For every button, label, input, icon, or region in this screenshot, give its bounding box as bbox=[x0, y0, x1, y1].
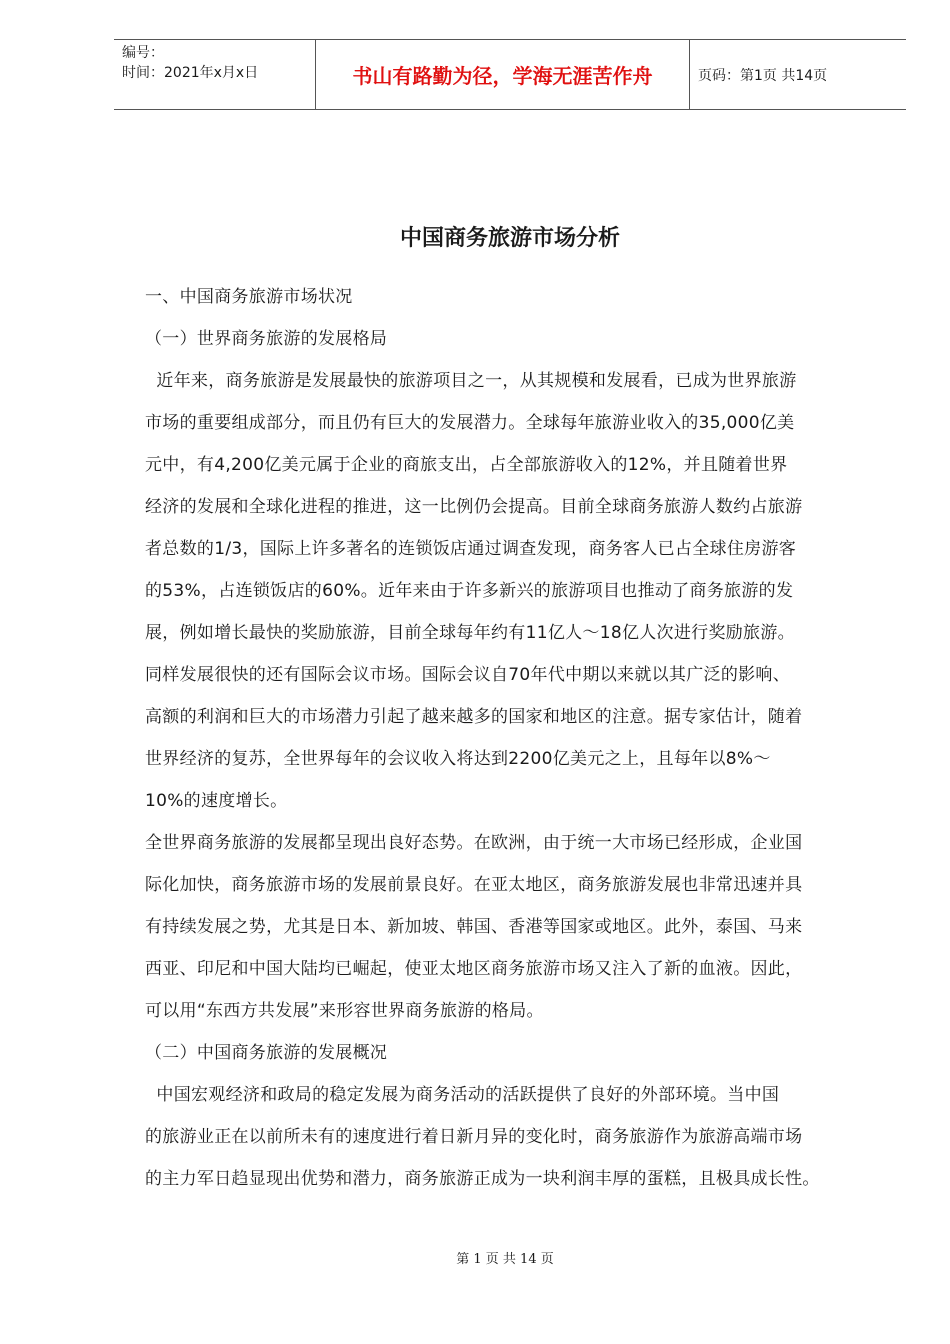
paragraph-line: 者总数的1/3，国际上许多著名的连锁饭店通过调查发现，商务客人已占全球住房游客 bbox=[145, 539, 797, 559]
document-number-label: 编号： bbox=[122, 45, 164, 61]
paragraph-line: 的旅游业正在以前所未有的速度进行着日新月异的变化时，商务旅游作为旅游高端市场 bbox=[145, 1127, 803, 1147]
header-page-info: 页码：第1页 共14页 bbox=[698, 67, 828, 84]
header-motto-cell bbox=[316, 40, 690, 109]
paragraph-line: 的53%，占连锁饭店的60%。近年来由于许多新兴的旅游项目也推动了商务旅游的发 bbox=[145, 581, 794, 601]
paragraph-line: 高额的利润和巨大的市场潜力引起了越来越多的国家和地区的注意。据专家估计，随着 bbox=[145, 707, 803, 727]
header-motto: 书山有路勤为径，学海无涯苦作舟 bbox=[352, 64, 653, 88]
section-heading: 一、中国商务旅游市场状况 bbox=[145, 287, 353, 307]
paragraph-line: 际化加快，商务旅游市场的发展前景良好。在亚太地区，商务旅游发展也非常迅速并具 bbox=[145, 875, 803, 895]
document-time-label: 时间：2021年x月x日 bbox=[122, 65, 259, 81]
header-table bbox=[114, 39, 906, 110]
paragraph-line: 元中，有4,200亿美元属于企业的商旅支出，占全部旅游收入的12%，并且随着世界 bbox=[145, 455, 788, 475]
paragraph-line: 的主力军日趋显现出优势和潜力，商务旅游正成为一块利润丰厚的蛋糕，且极具成长性。 bbox=[145, 1169, 820, 1189]
paragraph-line: 展，例如增长最快的奖励旅游，目前全球每年约有11亿人～18亿人次进行奖励旅游。 bbox=[145, 623, 795, 643]
paragraph-line: 中国宏观经济和政局的稳定发展为商务活动的活跃提供了良好的外部环境。当中国 bbox=[145, 1085, 780, 1105]
paragraph-line: 西亚、印尼和中国大陆均已崛起，使亚太地区商务旅游市场又注入了新的血液。因此， bbox=[145, 959, 803, 979]
header-page-cell bbox=[690, 40, 906, 109]
document-body bbox=[145, 276, 885, 1200]
paragraph-line: 经济的发展和全球化进程的推进，这一比例仍会提高。目前全球商务旅游人数约占旅游 bbox=[145, 497, 803, 517]
paragraph-line: 可以用“东西方共发展”来形容世界商务旅游的格局。 bbox=[145, 1001, 544, 1021]
subsection-heading: （一）世界商务旅游的发展格局 bbox=[145, 329, 388, 349]
header-meta-cell bbox=[114, 40, 316, 109]
page-footer: 第 1 页 共 14 页 bbox=[456, 1252, 554, 1267]
paragraph-line: 近年来，商务旅游是发展最快的旅游项目之一，从其规模和发展看，已成为世界旅游 bbox=[145, 371, 797, 391]
paragraph-line: 世界经济的复苏，全世界每年的会议收入将达到2200亿美元之上，且每年以8%～ bbox=[145, 749, 771, 769]
paragraph-line: 同样发展很快的还有国际会议市场。国际会议自70年代中期以来就以其广泛的影响、 bbox=[145, 665, 791, 685]
document-title: 中国商务旅游市场分析 bbox=[399, 226, 620, 251]
subsection-heading: （二）中国商务旅游的发展概况 bbox=[145, 1043, 388, 1063]
paragraph-line: 市场的重要组成部分，而且仍有巨大的发展潜力。全球每年旅游业收入的35,000亿美 bbox=[145, 413, 795, 433]
paragraph-line: 全世界商务旅游的发展都呈现出良好态势。在欧洲，由于统一大市场已经形成，企业国 bbox=[145, 833, 803, 853]
paragraph-line: 10%的速度增长。 bbox=[145, 791, 288, 811]
paragraph-line: 有持续发展之势，尤其是日本、新加坡、韩国、香港等国家或地区。此外，泰国、马来 bbox=[145, 917, 803, 937]
